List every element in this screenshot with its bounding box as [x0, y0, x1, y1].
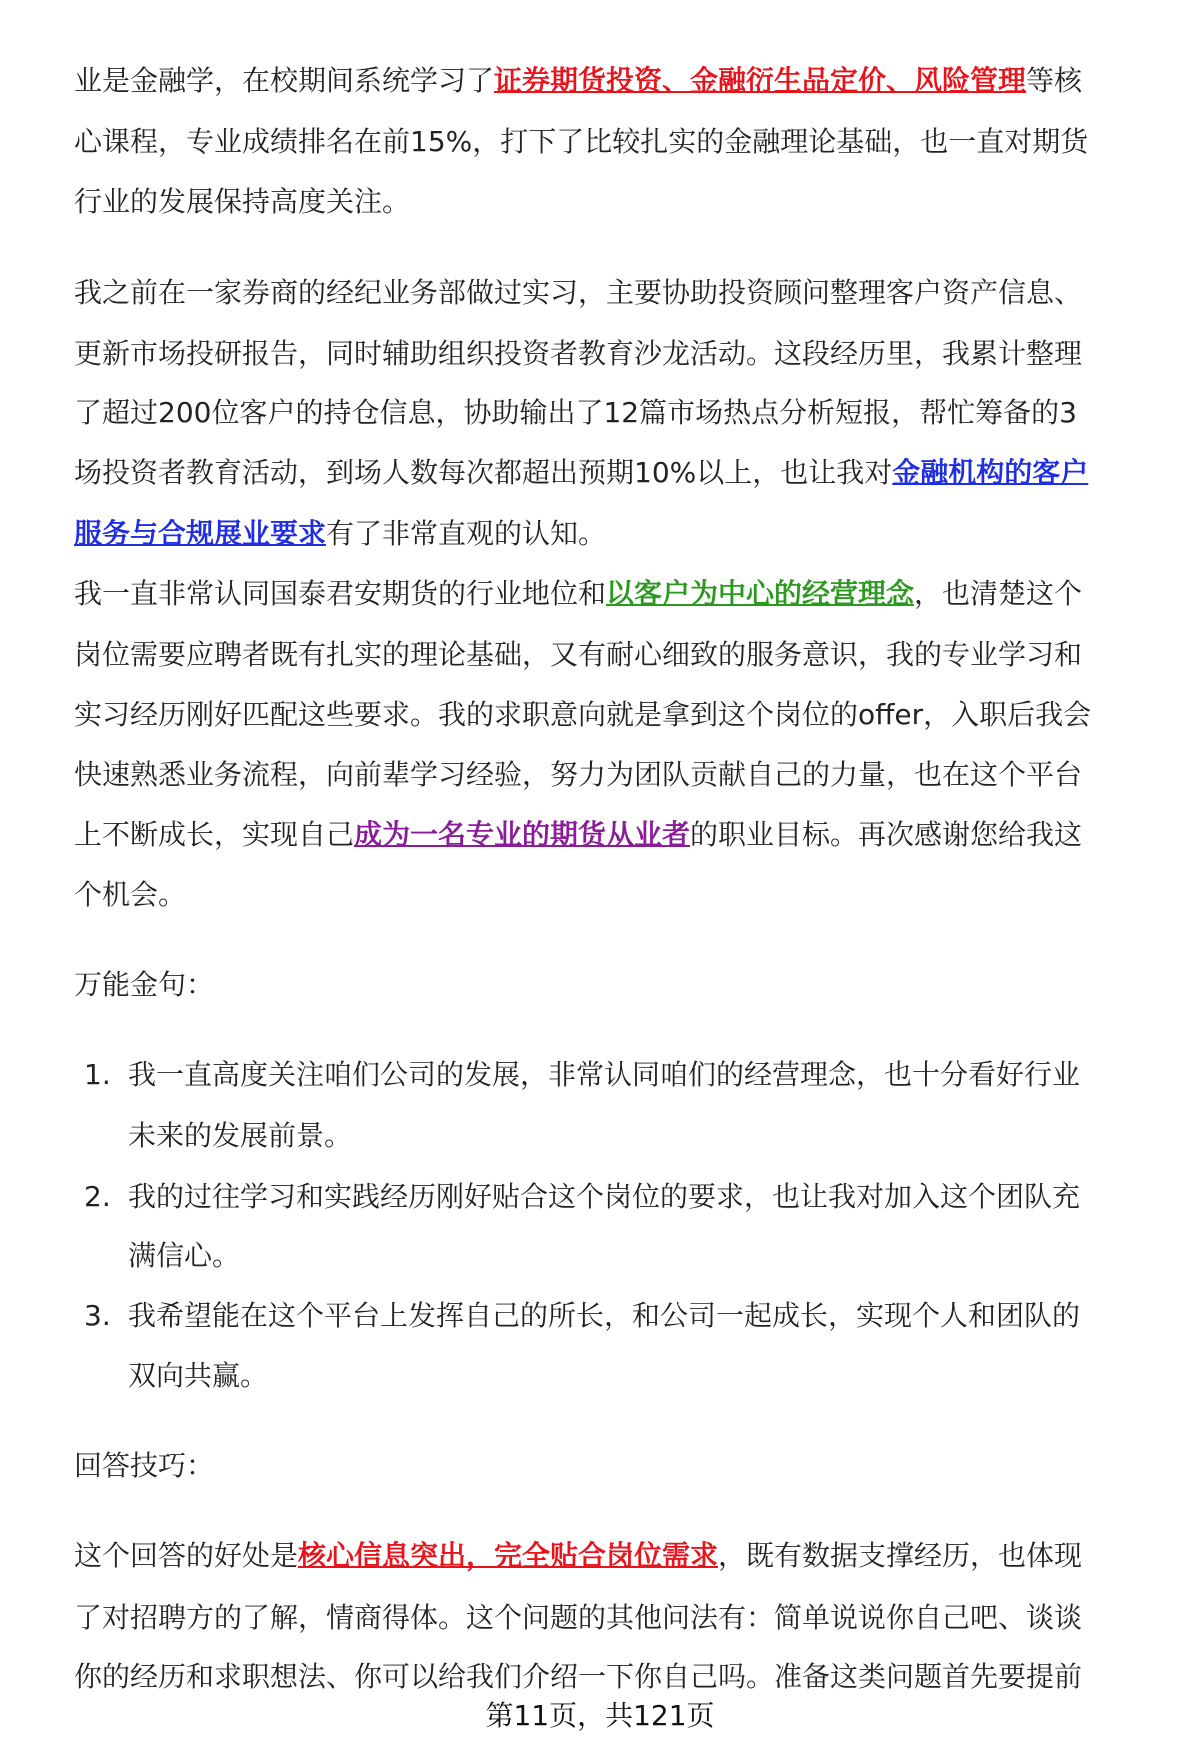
highlight-courses: 证券期货投资、金融衍生品定价、风险管理 [494, 64, 1027, 97]
section-heading: 万能金句： [74, 968, 215, 1001]
text-line: 了超过200位客户的持仓信息，协助输出了12篇市场热点分析短报，帮忙筹备的3 [74, 396, 1077, 429]
text: ，也清楚这个 [914, 577, 1083, 610]
text-line: 了对招聘方的了解，情商得体。这个问题的其他问法有：简单说说你自己吧、谈谈 [74, 1601, 1083, 1634]
text: ，既有数据支撑经历，也体现 [718, 1539, 1083, 1572]
text-line [74, 63, 1082, 99]
highlight-client-service: 金融机构的客户 [892, 456, 1089, 489]
list-number: 2. [84, 1180, 111, 1213]
highlight-key-point: 核心信息突出，完全贴合岗位需求 [298, 1539, 719, 1572]
text-line: 实习经历刚好匹配这些要求。我的求职意向就是拿到这个岗位的offer，入职后我会 [74, 698, 1092, 731]
list-item: 我一直高度关注咱们公司的发展，非常认同咱们的经营理念，也十分看好行业 [128, 1058, 1081, 1091]
page-number: 第11页，共121页 [485, 1699, 715, 1732]
list-number: 1. [84, 1058, 111, 1091]
text-line: 快速熟悉业务流程，向前辈学习经验，努力为团队贡献自己的力量，也在这个平台 [74, 758, 1083, 791]
text: 我一直非常认同国泰君安期货的行业地位和 [74, 577, 607, 610]
highlight-career-goal: 成为一名专业的期货从业者 [354, 818, 691, 851]
text-line: 我之前在一家券商的经纪业务部做过实习，主要协助投资顾问整理客户资产信息、 [74, 276, 1083, 309]
list-item: 未来的发展前景。 [128, 1119, 353, 1152]
text: 的职业目标。再次感谢您给我这 [690, 818, 1083, 851]
text-line: 你的经历和求职想法、你可以给我们介绍一下你自己吗。准备这类问题首先要提前 [74, 1660, 1083, 1693]
text-line: 行业的发展保持高度关注。 [74, 185, 411, 218]
text: 等核 [1026, 64, 1083, 97]
text: 场投资者教育活动，到场人数每次都超出预期10%以上，也让我对 [74, 456, 893, 489]
text-line: 心课程，专业成绩排名在前15%，打下了比较扎实的金融理论基础，也一直对期货 [74, 125, 1089, 158]
text-line: 岗位需要应聘者既有扎实的理论基础，又有耐心细致的服务意识，我的专业学习和 [74, 638, 1083, 671]
text-line: 个机会。 [74, 878, 187, 911]
text: 业是金融学，在校期间系统学习了 [74, 64, 495, 97]
text-line [74, 576, 1082, 612]
text-line [74, 455, 1088, 491]
list-item: 双向共赢。 [128, 1359, 269, 1392]
text-line [74, 516, 606, 552]
highlight-client-service: 服务与合规展业要求 [74, 517, 327, 550]
list-item: 满信心。 [128, 1239, 241, 1272]
text-line [74, 817, 1082, 853]
list-number: 3. [84, 1299, 111, 1332]
text: 上不断成长，实现自己 [74, 818, 355, 851]
section-heading: 回答技巧： [74, 1449, 215, 1482]
text-line [74, 1538, 1082, 1574]
list-item: 我的过往学习和实践经历刚好贴合这个岗位的要求，也让我对加入这个团队充 [128, 1180, 1081, 1213]
list-item: 我希望能在这个平台上发挥自己的所长，和公司一起成长，实现个人和团队的 [128, 1299, 1081, 1332]
text: 这个回答的好处是 [74, 1539, 299, 1572]
text: 有了非常直观的认知。 [326, 517, 607, 550]
text-line: 更新市场投研报告，同时辅助组织投资者教育沙龙活动。这段经历里，我累计整理 [74, 337, 1083, 370]
highlight-philosophy: 以客户为中心的经营理念 [606, 577, 915, 610]
